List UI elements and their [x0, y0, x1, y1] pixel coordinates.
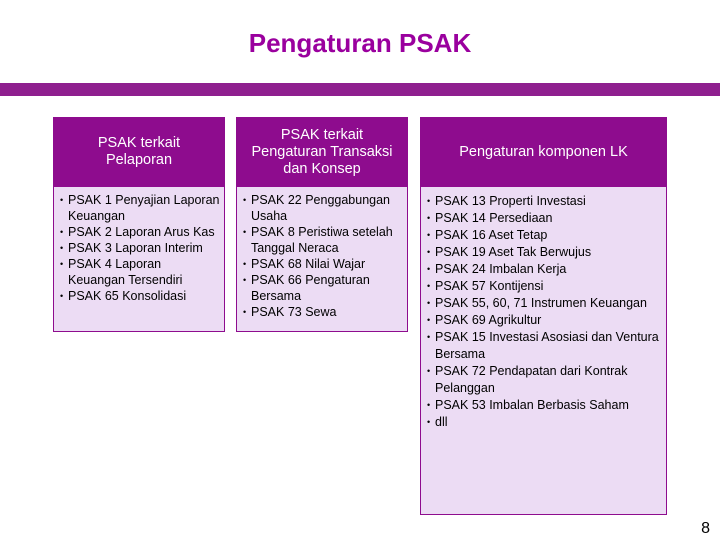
column-pelaporan: [53, 117, 225, 332]
column-transaksi-konsep: [236, 117, 408, 332]
page-number: 8: [701, 520, 710, 537]
list-item: • PSAK 1 Penyajian Laporan Keuangan: [60, 192, 220, 224]
list-item: • PSAK 55, 60, 71 Instrumen Keuangan: [427, 295, 662, 312]
column-header: Pengaturan komponen LK: [420, 117, 667, 187]
item-list: [427, 193, 662, 431]
list-item: • PSAK 65 Konsolidasi: [60, 288, 220, 304]
list-item: • PSAK 24 Imbalan Kerja: [427, 261, 662, 278]
list-item: • PSAK 2 Laporan Arus Kas: [60, 224, 220, 240]
list-item: • PSAK 16 Aset Tetap: [427, 227, 662, 244]
list-item: • PSAK 8 Peristiwa setelah Tanggal Neraca: [243, 224, 403, 256]
list-item: • PSAK 57 Kontijensi: [427, 278, 662, 295]
list-item: • dll: [427, 414, 662, 431]
item-list: [243, 192, 403, 320]
title-divider: [0, 83, 720, 96]
list-item: • PSAK 69 Agrikultur: [427, 312, 662, 329]
column-body: [53, 187, 225, 332]
list-item: • PSAK 68 Nilai Wajar: [243, 256, 403, 272]
item-list: [60, 192, 220, 304]
column-header: PSAK terkait Pengaturan Transaksi dan Konsep: [236, 117, 408, 187]
list-item: • PSAK 3 Laporan Interim: [60, 240, 220, 256]
list-item: • PSAK 22 Penggabungan Usaha: [243, 192, 403, 224]
column-body: [420, 187, 667, 515]
column-komponen-lk: [420, 117, 667, 515]
list-item: • PSAK 15 Investasi Asosiasi dan Ventura Bersama: [427, 329, 662, 363]
list-item: • PSAK 4 Laporan Keuangan Tersendiri: [60, 256, 220, 288]
list-item: • PSAK 13 Properti Investasi: [427, 193, 662, 210]
list-item: • PSAK 53 Imbalan Berbasis Saham: [427, 397, 662, 414]
column-header: PSAK terkait Pelaporan: [53, 117, 225, 187]
list-item: • PSAK 14 Persediaan: [427, 210, 662, 227]
list-item: • PSAK 72 Pendapatan dari Kontrak Pelanggan: [427, 363, 662, 397]
column-body: [236, 187, 408, 332]
page-title: Pengaturan PSAK: [248, 28, 472, 58]
list-item: • PSAK 66 Pengaturan Bersama: [243, 272, 403, 304]
list-item: • PSAK 73 Sewa: [243, 304, 403, 320]
list-item: • PSAK 19 Aset Tak Berwujus: [427, 244, 662, 261]
